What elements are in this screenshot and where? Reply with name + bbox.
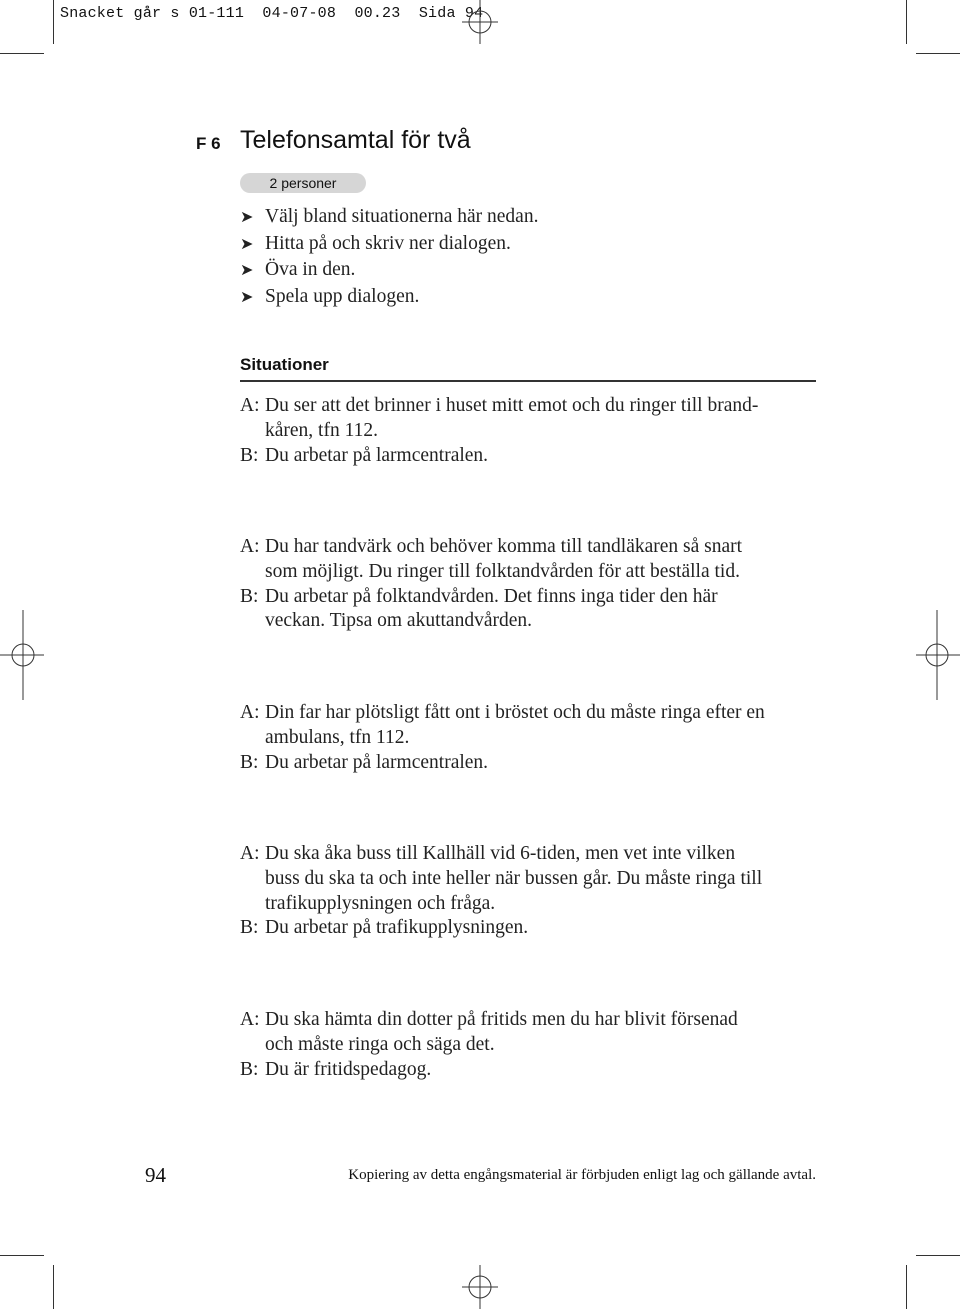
role-a-text: A: Du ska åka buss till Kallhäll vid 6-tiden, men vet inte vilken buss du ska ta och inte heller när bussen går. Du måste ringa till trafikupplysningen och fråga. bbox=[240, 843, 763, 914]
role-a-text: A: Du ska hämta din dotter på fritids men du har blivit försenad och måste ringa och säga det. bbox=[240, 1009, 738, 1055]
copyright-note: Kopiering av detta engångsmaterial är förbjuden enligt lag och gällande avtal. bbox=[348, 1167, 816, 1183]
role-a-text: A: Du ser att det brinner i huset mitt emot och du ringer till brand- kåren, tfn 112. bbox=[240, 395, 759, 441]
registration-mark-right-icon bbox=[916, 610, 960, 700]
role-a-text: A: Du har tandvärk och behöver komma till tandläkaren så snart som möjligt. Du ringer till folktandvården för att beställa tid. bbox=[240, 536, 743, 582]
heading-rule bbox=[240, 380, 816, 382]
page-title: Telefonsamtal för två bbox=[240, 126, 471, 154]
role-b-text: B: Du arbetar på trafikupplysningen. bbox=[240, 917, 529, 939]
instruction-item: ➤ Välj bland situationerna här nedan. bbox=[240, 204, 538, 231]
situation-5 bbox=[240, 1008, 820, 1082]
arrow-bullet-icon: ➤ bbox=[240, 209, 254, 226]
instruction-item: ➤ Spela upp dialogen. bbox=[240, 284, 538, 311]
print-slug: Snacket går s 01-111 04-07-08 00.23 Sida 94 bbox=[60, 5, 484, 22]
participants-badge: 2 personer bbox=[240, 173, 366, 193]
situation-4 bbox=[240, 842, 820, 941]
arrow-bullet-icon: ➤ bbox=[240, 235, 254, 253]
situation-2 bbox=[240, 535, 820, 634]
role-b-text: B: Du arbetar på folktandvården. Det finns inga tider den här veckan. Tipsa om akuttandvården. bbox=[240, 585, 718, 632]
registration-mark-left-icon bbox=[0, 610, 44, 700]
instruction-item: ➤ Hitta på och skriv ner dialogen. bbox=[240, 231, 538, 258]
section-code: F 6 bbox=[196, 134, 221, 153]
situation-3 bbox=[240, 701, 820, 775]
role-b-text: B: Du arbetar på larmcentralen. bbox=[240, 444, 489, 466]
instruction-list bbox=[240, 204, 538, 310]
role-b-text: B: Du är fritidspedagog. bbox=[240, 1058, 432, 1080]
registration-mark-bottom-icon bbox=[460, 1265, 500, 1309]
page-number: 94 bbox=[145, 1163, 166, 1187]
situation-1 bbox=[240, 394, 820, 468]
situations-heading: Situationer bbox=[240, 355, 329, 374]
arrow-bullet-icon: ➤ bbox=[240, 262, 254, 279]
instruction-item: ➤ Öva in den. bbox=[240, 257, 538, 284]
role-a-text: A: Din far har plötsligt fått ont i bröstet och du måste ringa efter en ambulans, tfn 112. bbox=[240, 702, 765, 748]
arrow-bullet-icon: ➤ bbox=[240, 288, 254, 306]
registration-mark-top-icon bbox=[460, 0, 500, 44]
role-b-text: B: Du arbetar på larmcentralen. bbox=[240, 751, 489, 773]
